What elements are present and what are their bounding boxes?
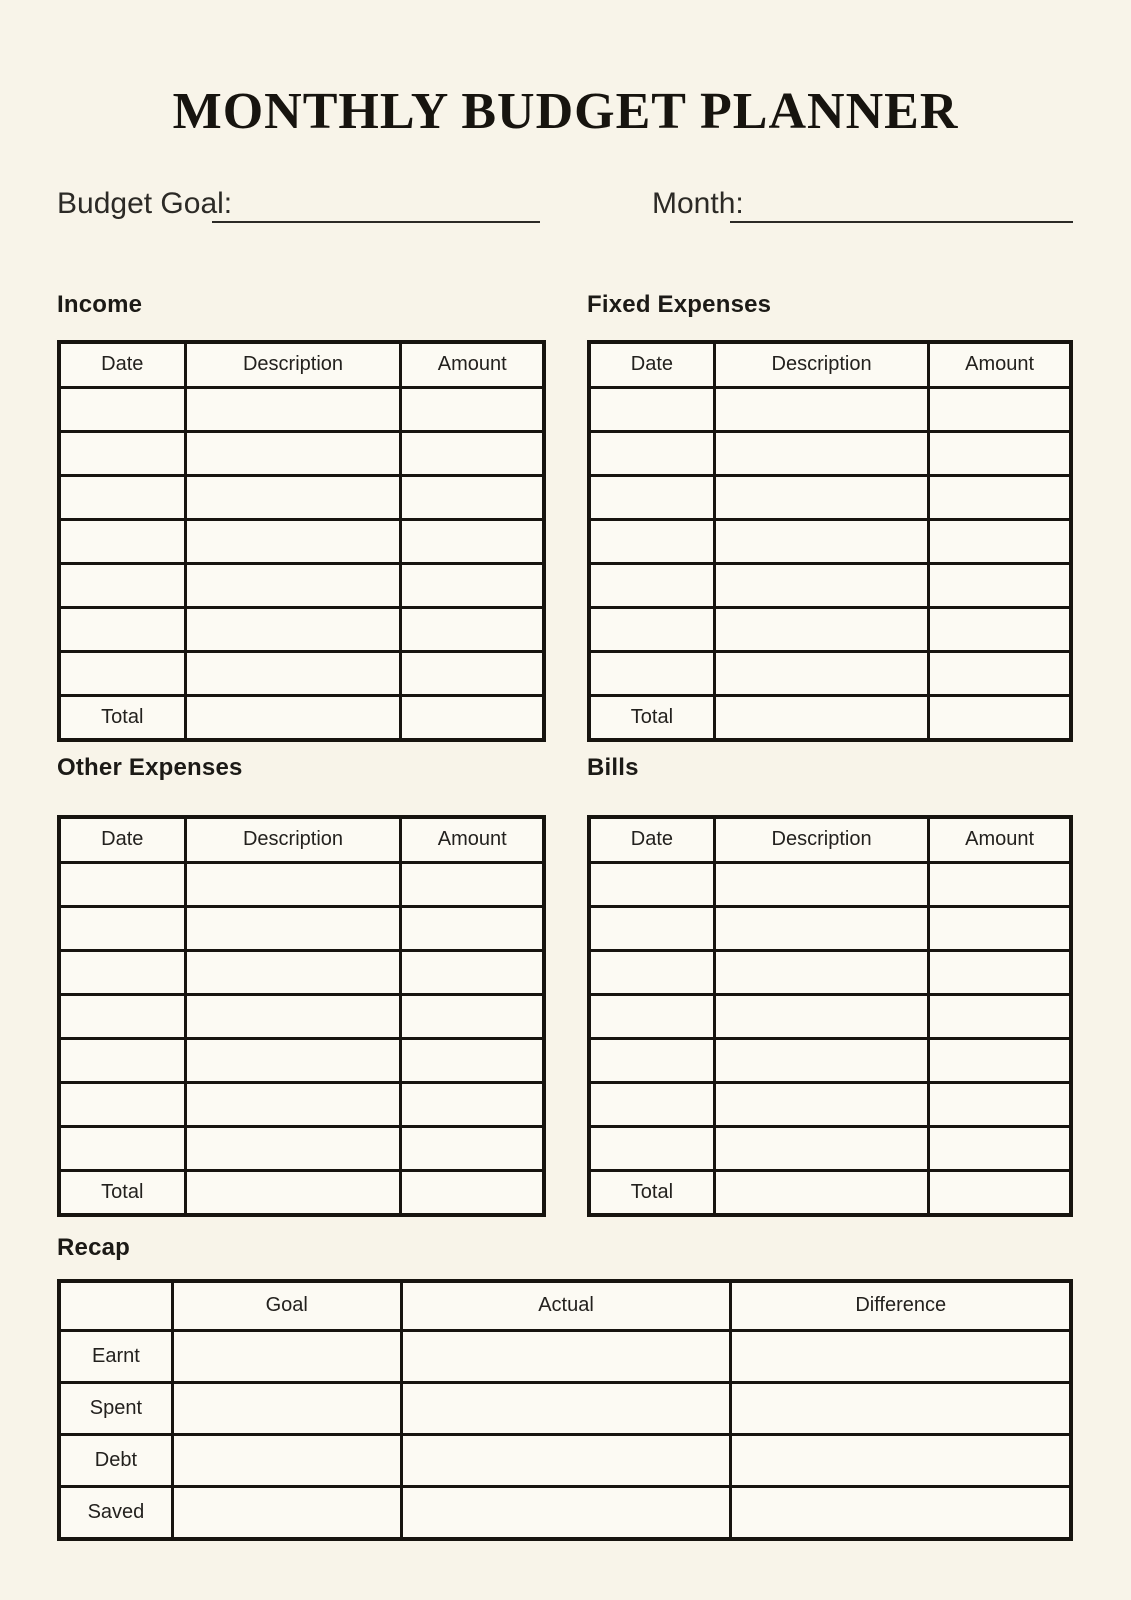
empty-cell bbox=[401, 432, 544, 476]
empty-cell bbox=[589, 1039, 714, 1083]
bills-section bbox=[587, 754, 1073, 1217]
total-amount-cell bbox=[929, 1171, 1071, 1215]
column-header-amount: Amount bbox=[401, 342, 544, 388]
empty-cell bbox=[59, 863, 185, 907]
header-row bbox=[59, 342, 544, 388]
empty-cell bbox=[731, 1331, 1071, 1383]
header-row bbox=[589, 342, 1071, 388]
empty-cell bbox=[59, 476, 185, 520]
recap-row-spent bbox=[59, 1383, 1071, 1435]
column-header-goal: Goal bbox=[172, 1281, 401, 1331]
empty-cell bbox=[589, 388, 714, 432]
page-title: MONTHLY BUDGET PLANNER bbox=[172, 83, 959, 140]
total-row bbox=[589, 1171, 1071, 1215]
empty-cell bbox=[59, 1039, 185, 1083]
empty-cell bbox=[589, 863, 714, 907]
total-row bbox=[59, 1171, 544, 1215]
recap-row-saved bbox=[59, 1487, 1071, 1539]
empty-cell bbox=[59, 951, 185, 995]
empty-cell bbox=[59, 432, 185, 476]
table-row bbox=[589, 652, 1071, 696]
header-row bbox=[59, 817, 544, 863]
empty-cell bbox=[731, 1383, 1071, 1435]
empty-cell bbox=[929, 995, 1071, 1039]
empty-cell bbox=[589, 1083, 714, 1127]
table-row bbox=[59, 476, 544, 520]
budget-goal-label: Budget Goal: bbox=[57, 187, 233, 220]
column-header-actual: Actual bbox=[401, 1281, 731, 1331]
empty-cell bbox=[714, 520, 928, 564]
empty-cell bbox=[185, 652, 401, 696]
empty-cell bbox=[185, 520, 401, 564]
empty-cell bbox=[185, 432, 401, 476]
empty-cell bbox=[589, 520, 714, 564]
empty-cell bbox=[59, 907, 185, 951]
recap-row-earnt bbox=[59, 1331, 1071, 1383]
empty-cell bbox=[59, 564, 185, 608]
column-header-description: Description bbox=[714, 817, 928, 863]
table-row bbox=[589, 951, 1071, 995]
table-row bbox=[59, 907, 544, 951]
table-row bbox=[589, 432, 1071, 476]
empty-cell bbox=[401, 951, 544, 995]
empty-cell bbox=[185, 696, 401, 740]
table-row bbox=[59, 652, 544, 696]
fixed-expenses-table bbox=[587, 340, 1073, 742]
column-header-amount: Amount bbox=[401, 817, 544, 863]
income-table bbox=[57, 340, 546, 742]
empty-cell bbox=[185, 1083, 401, 1127]
table-row bbox=[589, 520, 1071, 564]
total-row bbox=[589, 696, 1071, 740]
empty-cell bbox=[714, 1127, 928, 1171]
fixed-expenses-heading: Fixed Expenses bbox=[587, 291, 772, 318]
empty-cell bbox=[929, 1127, 1071, 1171]
empty-cell bbox=[172, 1383, 401, 1435]
table-row bbox=[589, 1083, 1071, 1127]
empty-cell bbox=[714, 1171, 928, 1215]
recap-table bbox=[57, 1279, 1073, 1541]
total-row bbox=[59, 696, 544, 740]
month-label: Month: bbox=[652, 187, 744, 220]
empty-cell bbox=[401, 1435, 731, 1487]
row-label-earnt: Earnt bbox=[59, 1331, 172, 1383]
table-row bbox=[59, 564, 544, 608]
empty-cell bbox=[929, 1039, 1071, 1083]
empty-cell bbox=[731, 1435, 1071, 1487]
bills-table bbox=[587, 815, 1073, 1217]
empty-cell bbox=[929, 1083, 1071, 1127]
column-header-description: Description bbox=[714, 342, 928, 388]
table-row bbox=[589, 1127, 1071, 1171]
total-amount-cell bbox=[929, 696, 1071, 740]
empty-cell bbox=[929, 520, 1071, 564]
empty-cell bbox=[714, 652, 928, 696]
recap-section bbox=[57, 1234, 1073, 1541]
row-label-debt: Debt bbox=[59, 1435, 172, 1487]
empty-cell bbox=[185, 951, 401, 995]
income-section bbox=[57, 291, 546, 742]
total-label: Total bbox=[589, 1171, 714, 1215]
column-header-difference: Difference bbox=[731, 1281, 1071, 1331]
row-label-spent: Spent bbox=[59, 1383, 172, 1435]
month-fill-line bbox=[730, 221, 1073, 223]
empty-cell bbox=[929, 951, 1071, 995]
bills-heading: Bills bbox=[587, 754, 639, 781]
table-row bbox=[59, 432, 544, 476]
empty-cell bbox=[401, 520, 544, 564]
empty-cell bbox=[185, 608, 401, 652]
empty-cell bbox=[929, 432, 1071, 476]
empty-cell bbox=[714, 1083, 928, 1127]
empty-cell bbox=[401, 608, 544, 652]
empty-cell bbox=[401, 476, 544, 520]
table-row bbox=[59, 995, 544, 1039]
total-amount-cell bbox=[401, 696, 544, 740]
empty-cell bbox=[929, 652, 1071, 696]
empty-cell bbox=[589, 476, 714, 520]
header-row bbox=[589, 817, 1071, 863]
empty-cell bbox=[172, 1487, 401, 1539]
empty-cell bbox=[714, 995, 928, 1039]
table-row bbox=[59, 1083, 544, 1127]
empty-cell bbox=[714, 432, 928, 476]
column-header-date: Date bbox=[59, 342, 185, 388]
budget-goal-fill-line bbox=[212, 221, 540, 223]
table-row bbox=[589, 863, 1071, 907]
table-row bbox=[589, 1039, 1071, 1083]
empty-cell bbox=[185, 1039, 401, 1083]
table-row bbox=[589, 608, 1071, 652]
empty-cell bbox=[172, 1435, 401, 1487]
income-heading: Income bbox=[57, 291, 143, 318]
empty-cell bbox=[714, 1039, 928, 1083]
empty-cell bbox=[589, 907, 714, 951]
column-header-description: Description bbox=[185, 342, 401, 388]
empty-cell bbox=[59, 388, 185, 432]
table-row bbox=[59, 863, 544, 907]
table-row bbox=[589, 995, 1071, 1039]
empty-cell bbox=[929, 907, 1071, 951]
empty-cell bbox=[401, 1383, 731, 1435]
empty-cell bbox=[401, 863, 544, 907]
column-header-date: Date bbox=[59, 817, 185, 863]
empty-cell bbox=[185, 907, 401, 951]
empty-cell bbox=[185, 1127, 401, 1171]
total-label: Total bbox=[59, 1171, 185, 1215]
empty-cell bbox=[401, 1487, 731, 1539]
empty-cell bbox=[714, 907, 928, 951]
empty-cell bbox=[59, 995, 185, 1039]
table-row bbox=[589, 907, 1071, 951]
empty-cell bbox=[929, 863, 1071, 907]
empty-cell bbox=[714, 608, 928, 652]
total-label: Total bbox=[589, 696, 714, 740]
total-amount-cell bbox=[401, 1171, 544, 1215]
empty-cell bbox=[929, 388, 1071, 432]
empty-cell bbox=[185, 863, 401, 907]
empty-cell bbox=[714, 863, 928, 907]
empty-cell bbox=[929, 608, 1071, 652]
empty-cell bbox=[401, 564, 544, 608]
row-label-saved: Saved bbox=[59, 1487, 172, 1539]
empty-cell bbox=[401, 1127, 544, 1171]
empty-cell bbox=[172, 1331, 401, 1383]
empty-cell bbox=[401, 907, 544, 951]
empty-cell bbox=[59, 520, 185, 564]
empty-cell bbox=[589, 432, 714, 476]
empty-cell bbox=[731, 1487, 1071, 1539]
empty-cell bbox=[401, 1083, 544, 1127]
table-row bbox=[589, 564, 1071, 608]
empty-cell bbox=[185, 476, 401, 520]
header-row bbox=[59, 1281, 1071, 1331]
empty-cell bbox=[185, 995, 401, 1039]
empty-cell bbox=[714, 476, 928, 520]
table-row bbox=[589, 476, 1071, 520]
empty-cell bbox=[401, 652, 544, 696]
empty-cell bbox=[59, 652, 185, 696]
table-row bbox=[59, 951, 544, 995]
other-expenses-table bbox=[57, 815, 546, 1217]
empty-cell bbox=[401, 388, 544, 432]
column-header-description: Description bbox=[185, 817, 401, 863]
empty-cell bbox=[401, 1331, 731, 1383]
table-row bbox=[59, 1127, 544, 1171]
total-label: Total bbox=[59, 696, 185, 740]
empty-cell bbox=[589, 1127, 714, 1171]
column-header-date: Date bbox=[589, 342, 714, 388]
empty-cell bbox=[714, 564, 928, 608]
table-row bbox=[589, 388, 1071, 432]
fixed-expenses-section bbox=[587, 291, 1073, 742]
empty-cell bbox=[929, 564, 1071, 608]
recap-corner-cell bbox=[59, 1281, 172, 1331]
empty-cell bbox=[185, 564, 401, 608]
empty-cell bbox=[185, 1171, 401, 1215]
empty-cell bbox=[589, 995, 714, 1039]
empty-cell bbox=[401, 1039, 544, 1083]
table-row bbox=[59, 608, 544, 652]
other-expenses-heading: Other Expenses bbox=[57, 754, 243, 781]
empty-cell bbox=[589, 652, 714, 696]
column-header-amount: Amount bbox=[929, 342, 1071, 388]
empty-cell bbox=[589, 564, 714, 608]
empty-cell bbox=[59, 1083, 185, 1127]
empty-cell bbox=[714, 696, 928, 740]
empty-cell bbox=[714, 388, 928, 432]
table-row bbox=[59, 1039, 544, 1083]
table-row bbox=[59, 520, 544, 564]
empty-cell bbox=[929, 476, 1071, 520]
empty-cell bbox=[59, 1127, 185, 1171]
column-header-amount: Amount bbox=[929, 817, 1071, 863]
column-header-date: Date bbox=[589, 817, 714, 863]
empty-cell bbox=[714, 951, 928, 995]
other-expenses-section bbox=[57, 754, 546, 1217]
empty-cell bbox=[59, 608, 185, 652]
empty-cell bbox=[589, 608, 714, 652]
empty-cell bbox=[589, 951, 714, 995]
recap-heading: Recap bbox=[57, 1234, 131, 1261]
empty-cell bbox=[401, 995, 544, 1039]
table-row bbox=[59, 388, 544, 432]
recap-row-debt bbox=[59, 1435, 1071, 1487]
empty-cell bbox=[185, 388, 401, 432]
